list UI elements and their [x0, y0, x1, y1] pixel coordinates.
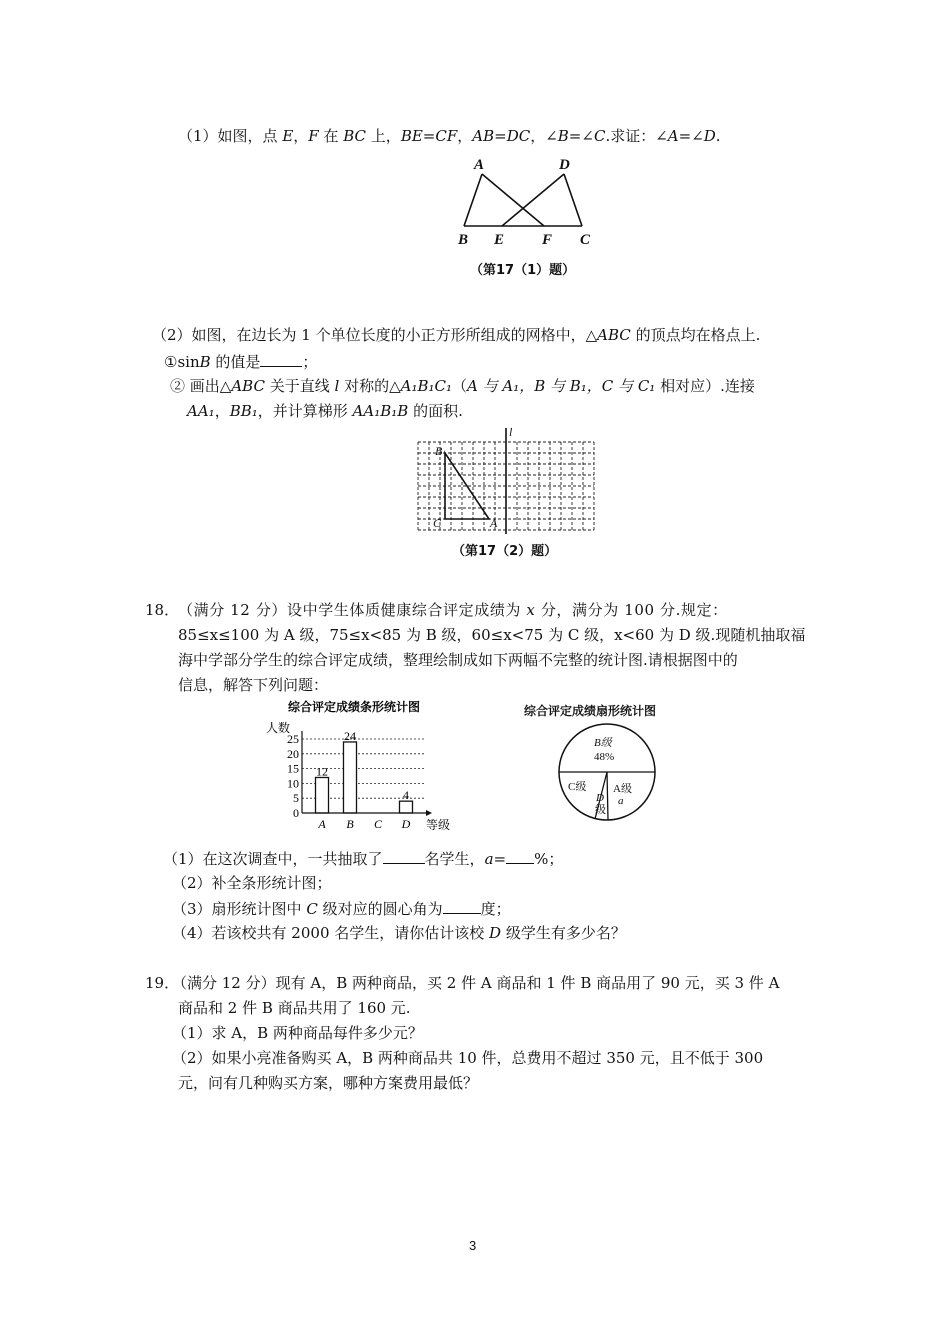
y-tick-25: 25 [287, 732, 299, 746]
pie-chart [540, 722, 680, 822]
x-axis-arrow [426, 810, 432, 816]
q18-number: 18． [145, 601, 180, 619]
x-tick-D: D [401, 817, 411, 831]
bar-value-B: 24 [344, 728, 356, 743]
y-tick-10: 10 [287, 776, 299, 791]
bar-marks [316, 742, 413, 813]
q18-sub4: （4）若该校共有 2000 名学生，请你估计该校 D 级学生有多少名？ [172, 924, 626, 942]
label-b: B [458, 232, 469, 248]
q19-line2: 商品和 2 件 B 商品共用了 160 元. [178, 999, 411, 1017]
q18-line4: 信息，解答下列问题： [178, 676, 329, 694]
grid-figure [412, 424, 598, 536]
q18-sub3: （3）扇形统计图中 C 级对应的圆心角为 度； [172, 900, 511, 918]
grid-label-a: A [490, 516, 498, 530]
label-a: A [474, 157, 485, 173]
bar-value-labels [316, 729, 409, 802]
q19-line1: （满分 12 分）现有 A，B 两种商品，买 2 件 A 商品和 1 件 B 商品用了 90 元，买 3 件 A [172, 974, 780, 992]
bar-value-D: 4 [403, 788, 409, 803]
bar-chart-title: 综合评定成绩条形统计图 [288, 700, 421, 714]
label-d: D [559, 157, 570, 173]
y-tick-5: 5 [293, 791, 299, 806]
label-f: F [542, 232, 553, 248]
q17-part2-statement: （2）如图，在边长为 1 个单位长度的小正方形所组成的网格中，△ABC 的顶点均在格点上. [152, 326, 761, 344]
bar-D [400, 801, 413, 813]
segment-dc [564, 174, 582, 226]
q18-line3: 海中学部分学生的综合评定成绩，整理绘制成如下两幅不完整的统计图.请根据图中的 [178, 651, 738, 669]
q17-part2-sub2: ② 画出△ABC 关于直线 l 对称的△A₁B₁C₁（A 与 A₁，B 与 B₁，C 与 C₁ 相对应）.连接 [170, 377, 755, 395]
page-number: 3 [469, 1238, 477, 1253]
y-tick-0: 0 [293, 806, 299, 820]
pie-label-a-var: a [618, 795, 624, 807]
pie-divider-d-a [607, 772, 608, 820]
q18-line1: （满分 12 分）设中学生体质健康综合评定成绩为 x 分，满分为 100 分.规定： [178, 601, 728, 619]
q19-number: 19． [145, 974, 180, 992]
segment-ab [464, 174, 482, 226]
x-axis-label: 等级 [426, 818, 451, 832]
grid-label-b: B [435, 444, 443, 458]
pie-label-d-suffix: 级 [595, 804, 606, 816]
y-tick-20: 20 [287, 746, 299, 761]
bar-chart [262, 697, 462, 833]
y-tick-labels [287, 732, 299, 820]
figure-caption-17-1: （第17（1）题） [470, 263, 576, 278]
x-tick-B: B [346, 817, 354, 831]
x-tick-A: A [318, 817, 326, 831]
x-tick-C: C [373, 817, 383, 831]
q18-sub2: （2）补全条形统计图； [172, 874, 332, 892]
answer-blank-total[interactable] [383, 849, 425, 864]
q19-sub1: （1）求 A，B 两种商品每件多少元？ [172, 1024, 423, 1042]
grid-label-c: C [433, 516, 442, 530]
pie-label-d: D [596, 792, 604, 804]
answer-blank-a[interactable] [506, 849, 534, 864]
answer-blank-angle[interactable] [443, 899, 481, 914]
pie-chart-title: 综合评定成绩扇形统计图 [524, 704, 657, 718]
q17-part2-sub1: ①sinB 的值是 ； [164, 353, 318, 371]
segment-af [482, 174, 544, 226]
pie-label-a: A级 [613, 783, 632, 795]
bar-B [344, 742, 357, 813]
segment-de [502, 174, 564, 226]
label-c: C [580, 232, 591, 248]
figure-caption-17-2: （第17（2）题） [452, 544, 558, 559]
q19-sub2-line1: （2）如果小亮准备购买 A，B 两种商品共 10 件，总费用不超过 350 元，且不低于 300 [172, 1049, 764, 1067]
bar-A [316, 777, 329, 813]
x-tick-labels [317, 817, 410, 831]
y-tick-15: 15 [287, 761, 299, 776]
pie-label-c: C级 [568, 781, 587, 793]
label-line-l: l [509, 425, 513, 439]
answer-blank-sinb[interactable] [260, 352, 302, 367]
q18-sub1: （1）在这次调查中，一共抽取了 名学生，a= %； [163, 850, 564, 868]
q19-sub2-line2: 元，问有几种购买方案，哪种方案费用最低？ [178, 1074, 479, 1092]
y-axis-label: 人数 [266, 721, 291, 735]
q17-part2-sub3: AA₁，BB₁，并计算梯形 AA₁B₁B 的面积. [187, 402, 463, 420]
q17-part1-statement: （1）如图，点 E，F 在 BC 上，BE=CF，AB=DC，∠B=∠C.求证：∠A=∠D. [178, 127, 721, 145]
bar-value-A: 12 [316, 764, 328, 779]
pie-label-b-pct: 48% [594, 751, 615, 763]
q18-line2: 85≤x≤100 为 A 级，75≤x<85 为 B 级，60≤x<75 为 C 级，x<60 为 D 级.现随机抽取福 [178, 626, 806, 644]
triangle-figure [450, 152, 610, 250]
triangle-abc [445, 453, 489, 519]
pie-label-b: B级 [594, 737, 612, 749]
label-e: E [494, 232, 505, 248]
